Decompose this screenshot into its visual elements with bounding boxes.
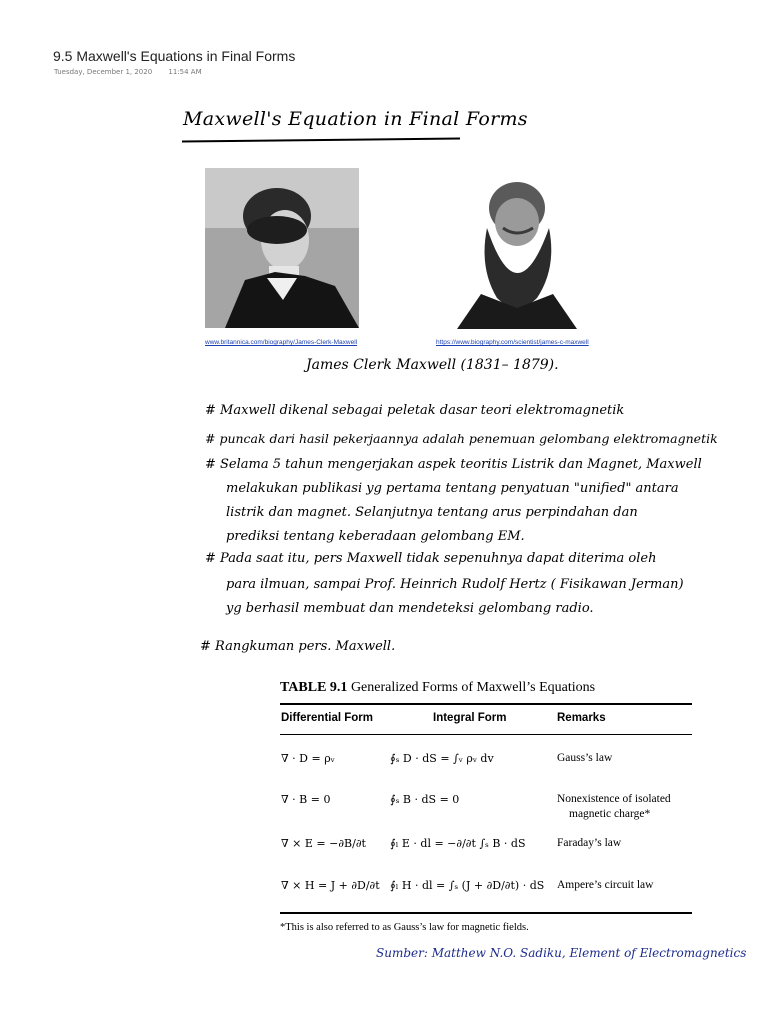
page-title: 9.5 Maxwell's Equations in Final Forms [53,48,296,64]
integral-form-cell: ∮ₛ B · dS = 0 [390,793,460,806]
table-label: TABLE 9.1 [280,680,348,695]
table-bottom-rule [280,912,692,914]
note-line: listrik dan magnet. Selanjutnya tentang arus perpindahan dan [226,505,638,520]
remark-cell: Ampere’s circuit law [557,879,654,891]
header-integral: Integral Form [433,712,507,724]
heading-underline [182,138,460,143]
remark-cell: Gauss’s law [557,752,613,764]
table-caption: Generalized Forms of Maxwell’s Equations [350,680,596,695]
source-note: Sumber: Matthew N.O. Sadiku, Element of Electromagnetics [376,946,747,960]
note-line: prediksi tentang keberadaan gelombang EM. [226,529,525,544]
note-line: para ilmuan, sampai Prof. Heinrich Rudolf Hertz ( Fisikawan Jerman) [226,577,684,592]
diff-form-cell: ∇ · B = 0 [281,793,331,806]
page-timestamp [54,68,202,76]
note-heading: Maxwell's Equation in Final Forms [183,108,528,130]
table-title [280,680,595,696]
diff-form-cell: ∇ · D = ρᵥ [281,752,335,765]
biography-link[interactable]: https://www.biography.com/scientist/james-c-maxwell [436,339,589,346]
note-line: # Maxwell dikenal sebagai peletak dasar teori elektromagnetik [205,403,625,418]
integral-form-cell: ∮ₗ H · dl = ∫ₛ (J + ∂D/∂t) · dS [390,879,545,892]
maxwell-equations-table [280,676,692,933]
header-remarks: Remarks [557,712,606,724]
note-line: # Selama 5 tahun mengerjakan aspek teoritis Listrik dan Magnet, Maxwell [205,457,702,472]
portrait-older-maxwell [437,168,591,329]
header-differential: Differential Form [281,712,374,724]
page-date: Tuesday, December 1, 2020 [54,68,153,76]
remark-cell: Faraday’s law [557,837,622,849]
britannica-link[interactable]: www.britannica.com/biography/James-Clerk-Maxwell [205,339,358,346]
portrait-caption: James Clerk Maxwell (1831– 1879). [306,357,559,373]
diff-form-cell: ∇ × H = J + ∂D/∂t [281,879,380,892]
note-line: # puncak dari hasil pekerjaannya adalah penemuan gelombang elektromagnetik [205,431,718,446]
note-line: melakukan publikasi yg pertama tentang penyatuan "unified" antara [226,481,679,496]
page-time: 11:54 AM [168,68,202,76]
table-header-rule [280,734,692,735]
note-line: # Pada saat itu, pers Maxwell tidak sepenuhnya dapat diterima oleh [205,551,657,566]
portrait-young-maxwell [205,168,359,328]
remark-cell: Nonexistence of isolated [557,793,671,805]
integral-form-cell: ∮ₛ D · dS = ∫ᵥ ρᵥ dv [390,752,494,765]
table-footnote: *This is also referred to as Gauss’s law for magnetic fields. [280,922,529,933]
integral-form-cell: ∮ₗ E · dl = −∂/∂t ∫ₛ B · dS [390,837,526,850]
diff-form-cell: ∇ × E = −∂B/∂t [281,837,366,850]
table-top-rule [280,703,692,705]
remark-cell-continued: magnetic charge* [569,808,651,820]
note-line: # Rangkuman pers. Maxwell. [200,639,396,654]
note-line: yg berhasil membuat dan mendeteksi gelombang radio. [226,601,594,616]
